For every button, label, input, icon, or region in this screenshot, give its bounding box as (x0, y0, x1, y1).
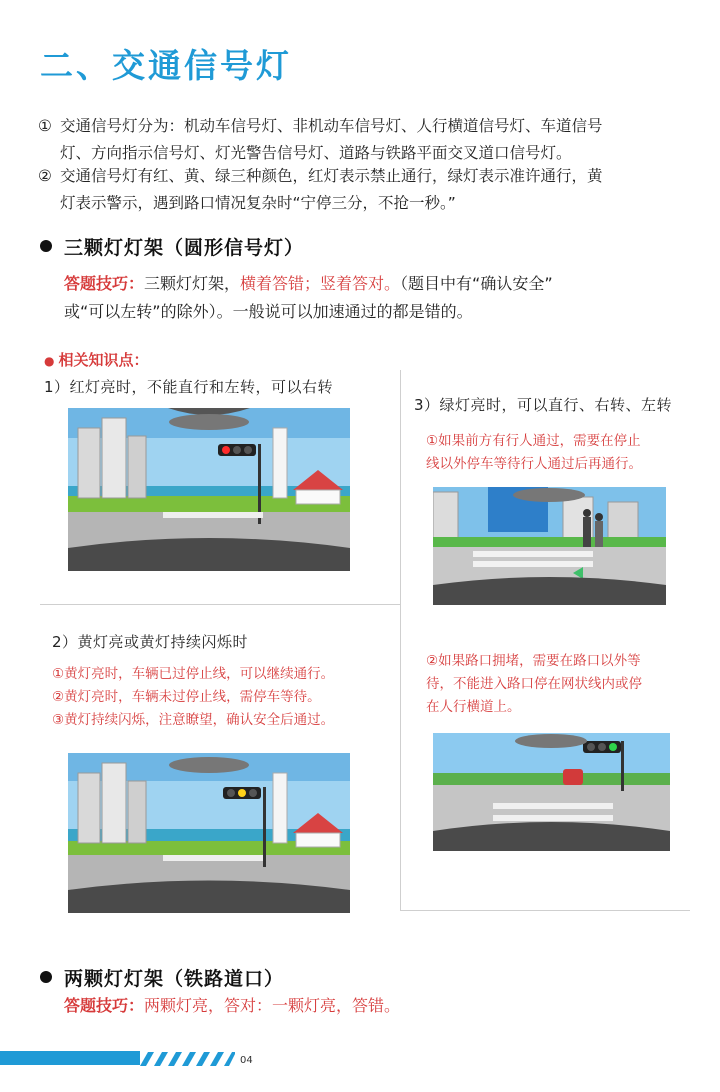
tip-line-2: 或“可以左转”的除外）。一般说可以加速通过的都是错的。 (64, 302, 473, 321)
congested-intersection-scene-image (433, 733, 670, 851)
intro-paragraph-1 (38, 113, 688, 167)
tip-text: 三颗灯灯架， (144, 274, 241, 293)
tip-label: 答题技巧： (64, 996, 145, 1015)
page-title: 二、交通信号灯 (40, 46, 292, 85)
green-light-note-1 (426, 430, 696, 476)
tip-text: （题目中有“确认安全” (400, 274, 553, 293)
tip-label: 答题技巧： (64, 274, 145, 293)
intro-paragraph-2 (38, 163, 688, 217)
tip-text: 两颗灯亮，答对：一颗灯亮，答错。 (144, 996, 401, 1015)
yellow-light-scene-image (68, 753, 350, 913)
section-heading-text: 三颗灯灯架（圆形信号灯） (64, 237, 305, 259)
note-line: 待，不能进入路口停在网状线内或停 (426, 676, 642, 692)
pedestrian-crossing-scene-image (433, 487, 666, 605)
answer-tip (64, 270, 694, 326)
green-light-note-2 (426, 650, 696, 719)
footer-stripes (140, 1051, 235, 1065)
divider (40, 604, 400, 605)
bullet-icon (40, 240, 52, 252)
page-number: 04 (240, 1055, 253, 1066)
note-line: ②黄灯亮时，车辆未过停止线，需停车等待。 (52, 689, 321, 705)
related-knowledge-label: ● 相关知识点： (44, 351, 149, 369)
intro-line: 交通信号灯有红、黄、绿三种颜色，红灯表示禁止通行，绿灯表示准许通行，黄 (60, 167, 603, 185)
related-knowledge-text: 相关知识点： (58, 351, 149, 369)
note-line: ②如果路口拥堵，需要在路口以外等 (426, 653, 641, 669)
intro-line: 灯表示警示，遇到路口情况复杂时“宁停三分，不抢一秒。” (60, 194, 456, 212)
section-heading-text: 两颗灯灯架（铁路道口） (64, 968, 285, 990)
note-line: 线以外停车等待行人通过后再通行。 (426, 456, 642, 472)
yellow-light-notes (52, 663, 392, 732)
note-line: 在人行横道上。 (426, 699, 521, 715)
caption-red-light: 1）红灯亮时，不能直行和左转，可以右转 (44, 378, 334, 396)
answer-tip-two-lights (64, 992, 400, 1020)
tip-highlight: 横着答错；竖着答对。 (240, 274, 401, 293)
divider (400, 370, 401, 910)
note-line: ③黄灯持续闪烁，注意瞭望，确认安全后通过。 (52, 712, 335, 728)
caption-green-light: 3）绿灯亮时，可以直行、右转、左转 (414, 396, 673, 414)
red-light-scene-image (68, 408, 350, 571)
section-heading-three-lights (40, 233, 304, 260)
intro-number-1: ① (38, 117, 52, 135)
divider (400, 910, 690, 911)
caption-yellow-light: 2）黄灯亮或黄灯持续闪烁时 (52, 633, 249, 651)
note-line: ①黄灯亮时，车辆已过停止线，可以继续通行。 (52, 666, 335, 682)
bullet-icon (40, 971, 52, 983)
note-line: ①如果前方有行人通过，需要在停止 (426, 433, 641, 449)
intro-line: 灯、方向指示信号灯、灯光警告信号灯、道路与铁路平面交叉道口信号灯。 (60, 144, 572, 162)
intro-number-2: ② (38, 167, 52, 185)
section-heading-two-lights (40, 964, 284, 991)
footer-bar (0, 1051, 140, 1065)
intro-line: 交通信号灯分为：机动车信号灯、非机动车信号灯、人行横道信号灯、车道信号 (60, 117, 603, 135)
